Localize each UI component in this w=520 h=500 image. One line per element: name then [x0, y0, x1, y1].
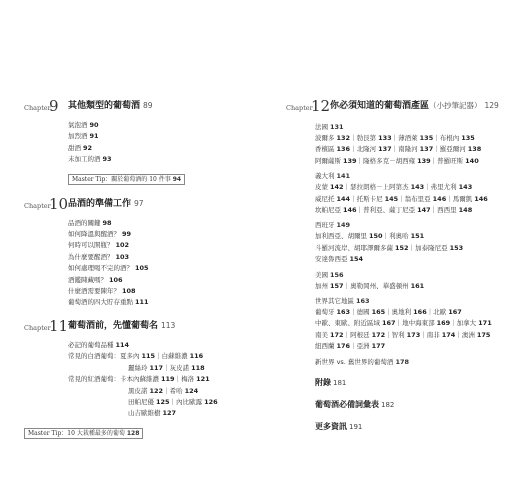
separator: ｜	[350, 194, 357, 203]
appendix-entry	[315, 420, 512, 434]
toc-item: 甜酒 92	[68, 143, 93, 152]
page-number: 163	[356, 297, 370, 306]
page-number: 166	[413, 308, 427, 317]
wine-region: 北隆河	[356, 145, 377, 154]
wine-region: 托斯卡尼	[356, 194, 383, 203]
page-number: 153	[449, 243, 464, 252]
page-number: 129	[484, 101, 499, 110]
wine-region: 加泰隆尼亞	[415, 243, 448, 252]
page-number: 143	[410, 183, 425, 192]
chapter-heading	[24, 196, 252, 216]
toc-item: 什麼酒需要陳年？ 108	[68, 287, 136, 296]
wine-region: 紐西蘭	[315, 342, 335, 351]
separator: ｜	[408, 243, 416, 252]
separator: ｜	[433, 134, 440, 142]
region-line	[315, 281, 512, 292]
page-number: 139	[417, 156, 431, 165]
wine-region: 安達魯西亞	[315, 255, 348, 264]
wine-region: 地中海東部	[402, 319, 435, 328]
page-number: 167	[382, 319, 396, 328]
page-number: 135	[419, 134, 434, 142]
wine-region: 薄酒萊	[398, 134, 418, 142]
page-number: 146	[474, 194, 488, 203]
toc-item: 山吉歐維樹 127	[128, 409, 177, 418]
chapter-label: Chapter	[24, 201, 51, 210]
page-number: 137	[419, 145, 434, 154]
chapter-number: 9	[49, 97, 59, 115]
separator: ｜	[382, 232, 390, 241]
toc-item: 常見的紅酒葡萄：卡本內蘇維濃 119｜梅洛 121	[68, 375, 210, 384]
page-number: 173	[406, 330, 421, 339]
wine-region: 南非	[426, 330, 440, 339]
wine-region: 弗里尤利	[430, 183, 457, 192]
page-number: 163	[336, 308, 351, 317]
chapter-number: 11	[49, 316, 69, 335]
separator: ｜	[446, 194, 453, 203]
separator: ｜	[395, 319, 403, 328]
region-heading	[315, 122, 512, 133]
wine-region: 智利	[391, 330, 405, 339]
region-name: 法國	[315, 123, 328, 131]
page-number: 147	[417, 206, 431, 215]
separator: ｜	[455, 330, 462, 339]
wine-region: 南隆河	[398, 145, 418, 154]
page-number: 176	[336, 342, 351, 351]
wine-region: 威尼托	[315, 194, 335, 203]
chapter-heading	[24, 318, 252, 338]
toc-item: 何時可以開瓶？ 102	[68, 241, 130, 250]
chapter-label: Chapter	[24, 323, 51, 332]
page-number: 177	[371, 342, 386, 351]
separator: ｜	[433, 145, 440, 154]
chapter-heading	[286, 98, 512, 118]
page-number: 145	[384, 194, 399, 203]
chapter-items	[24, 120, 252, 187]
separator: ｜	[385, 308, 392, 317]
separator: ｜	[350, 145, 357, 154]
page-number: 144	[336, 194, 351, 203]
wine-region: 阿根廷	[350, 330, 370, 339]
toc-item: 氣泡酒 90	[68, 121, 99, 129]
separator: ｜	[356, 156, 364, 165]
toc-item: 如何降溫與醒酒？ 99	[68, 230, 132, 239]
wine-region: 亞洲	[356, 342, 370, 351]
wine-region: 布根內	[439, 134, 460, 142]
wine-region: 奧勒岡州、華盛頓州	[350, 281, 409, 290]
separator: ｜	[343, 183, 351, 192]
separator: ｜	[343, 330, 351, 339]
toc-item: 酒鑑陳藏嗎？ 106	[68, 275, 123, 284]
region-heading	[315, 171, 512, 182]
toc-item: 葡萄酒的四大貯存重點 111	[68, 298, 149, 307]
region-name: 世界其它地區	[315, 297, 354, 306]
separator: ｜	[420, 330, 427, 339]
master-tip-box: Master Tip：10 大栽種最多的葡萄 128	[24, 428, 143, 439]
region-name: 新世界 vs. 舊世界的葡萄酒	[315, 357, 394, 366]
region-heading	[315, 220, 512, 231]
appendix-list	[286, 376, 512, 434]
red-grape-label: 常見的紅酒葡萄：	[68, 375, 120, 384]
chapter-heading	[24, 98, 252, 118]
wine-region: 北歐	[433, 308, 447, 317]
separator: ｜	[426, 308, 434, 317]
wine-region: 德國	[356, 308, 370, 317]
wine-region: 西西里	[437, 206, 457, 215]
region-line	[315, 318, 512, 329]
page-number: 172	[330, 330, 344, 339]
region-name: 西班牙	[315, 221, 335, 230]
region-line	[315, 330, 512, 341]
region-line	[315, 205, 512, 216]
page-number: 143	[458, 183, 473, 192]
wine-region: 瑟拉朗格－上阿第杰	[350, 183, 409, 192]
page-number: 191	[349, 422, 363, 431]
region-heading	[315, 270, 512, 281]
chapter-title: 其他類型的葡萄酒 89	[68, 101, 153, 111]
page-number: 161	[410, 281, 425, 290]
master-tip-box: Master Tip：關於葡萄酒的 10 件事 94	[68, 174, 185, 185]
page-number: 97	[134, 198, 144, 208]
separator: ｜	[356, 206, 364, 215]
region-line	[315, 341, 512, 352]
chapter-items	[24, 218, 252, 309]
page-number: 182	[381, 400, 395, 409]
page-number: 151	[410, 232, 425, 241]
toc-item: 田帕尼優 125｜內比歐露 126	[128, 397, 218, 406]
separator: ｜	[343, 281, 351, 290]
chapter-number: 12	[311, 97, 331, 115]
appendix-entry	[315, 398, 512, 412]
page-number: 154	[349, 255, 364, 264]
white-grape-label: 常見的白酒葡萄：	[68, 352, 120, 361]
region-line	[315, 156, 512, 167]
page-number: 137	[378, 145, 392, 154]
page-number: 142	[330, 183, 344, 192]
wine-region: 勃艮第	[356, 134, 377, 142]
wine-region: 翁布里亞	[404, 194, 431, 203]
page-number: 135	[461, 134, 475, 142]
wine-region: 奧地利	[391, 308, 412, 317]
page-number: 141	[336, 172, 351, 181]
page-number: 132	[336, 134, 351, 142]
separator: ｜	[350, 134, 357, 142]
region-line	[315, 144, 512, 155]
toc-left-column	[24, 98, 252, 441]
wine-region: 坎帕尼亞	[315, 206, 341, 215]
region-line	[315, 182, 512, 193]
region-name: 美國	[315, 270, 328, 279]
wine-region: 馬爾凱	[452, 194, 473, 203]
wine-region: 斗羅河流岸、胡耶澤爾多薩	[315, 243, 393, 252]
page-number: 138	[467, 145, 482, 154]
page-number: 113	[161, 320, 176, 330]
page-number: 150	[369, 232, 383, 241]
page-number: 156	[330, 270, 344, 279]
page-number: 172	[371, 330, 386, 339]
page-number: 171	[478, 319, 492, 328]
page-number: 146	[432, 194, 447, 203]
appendix-title: 葡萄酒必備詞彙表	[315, 399, 379, 409]
wine-region: 利奧哈	[389, 232, 409, 241]
chapter-label: Chapter	[24, 104, 51, 112]
toc-item: 為什麼要醒酒？ 103	[68, 252, 130, 261]
toc-item: 加烈酒 91	[68, 132, 99, 141]
toc-item: 必記的葡萄品種 114	[68, 340, 130, 349]
wine-region: 阿爾薩斯	[315, 156, 341, 165]
toc-item: 未加工的酒 93	[68, 155, 112, 164]
page-number: 140	[465, 156, 479, 165]
wine-region: 隆格多克－胡西雍	[363, 156, 416, 165]
wine-region: 加拿大	[456, 319, 477, 328]
region-line	[315, 194, 512, 205]
separator: ｜	[424, 183, 431, 192]
separator: ｜	[450, 319, 457, 328]
appendix-title: 更多資訊	[315, 421, 347, 431]
page-number: 89	[143, 101, 153, 110]
appendix-title: 附錄	[315, 377, 331, 387]
page-number: 136	[336, 145, 351, 154]
wine-region: 葡萄牙	[315, 308, 335, 317]
toc-item: 黑皮諾 122｜希哈 124	[128, 386, 199, 395]
separator: ｜	[350, 342, 357, 351]
separator: ｜	[391, 145, 399, 154]
page-number: 139	[343, 156, 357, 165]
region-list	[286, 122, 512, 368]
wine-region: 加州	[315, 281, 328, 290]
page-number: 167	[448, 308, 462, 317]
chapter-items	[24, 340, 252, 420]
wine-region: 澳洲	[461, 330, 475, 339]
toc-item: 品酒的關鍵 98	[68, 218, 112, 227]
page-number: 174	[441, 330, 456, 339]
wine-region: 皮蒙	[315, 183, 328, 192]
separator: ｜	[430, 206, 438, 215]
toc-item: 如何處理喝不完的酒？ 105	[68, 264, 149, 273]
region-line	[315, 231, 512, 242]
wine-region: 加利西亞、胡爾里	[315, 232, 367, 241]
wine-region: 中歐、東歐、附近區域	[315, 319, 380, 328]
separator: ｜	[398, 194, 405, 203]
chapter-title: 你必須知道的葡萄酒產區（小抄筆記器） 129	[330, 101, 499, 111]
chapter-number: 10	[49, 194, 69, 213]
separator: ｜	[350, 308, 357, 317]
toc-item: 常見的白酒葡萄：夏多內 115｜白蘇維濃 116	[68, 352, 204, 361]
toc-right-column	[286, 98, 512, 434]
chapter-label: Chapter	[286, 104, 313, 112]
chapter-items	[24, 420, 252, 441]
page-number: 131	[330, 123, 344, 131]
region-line	[315, 133, 512, 144]
chapter-title: 葡萄酒前，先懂葡萄名 113	[68, 320, 176, 331]
page-number: 169	[436, 319, 451, 328]
page-number: 133	[378, 134, 392, 142]
toc-item: 麗絲玲 117｜灰皮諾 118	[128, 363, 205, 372]
page-number: 165	[371, 308, 386, 317]
page-number: 146	[343, 206, 357, 215]
wine-region: 香檳區	[315, 145, 335, 154]
region-line	[315, 254, 512, 265]
appendix-entry	[315, 376, 512, 390]
page-number: 148	[458, 206, 473, 215]
separator: ｜	[430, 156, 438, 165]
page-number: 178	[395, 357, 410, 366]
chapter-title: 品酒的準備工作 97	[68, 198, 144, 209]
region-name: 義大利	[315, 172, 335, 181]
separator: ｜	[385, 330, 392, 339]
page-number: 149	[336, 221, 351, 230]
separator: ｜	[391, 134, 399, 142]
page-number: 175	[476, 330, 491, 339]
wine-region: 普利亞、薩丁尼亞	[363, 206, 416, 215]
region-heading	[315, 357, 512, 368]
region-line	[315, 243, 512, 254]
wine-region: 南美	[315, 330, 328, 339]
page-number: 157	[330, 281, 344, 290]
page-number: 181	[333, 378, 347, 387]
wine-region: 普羅旺斯	[437, 156, 464, 165]
page-number: 152	[395, 243, 409, 252]
region-heading	[315, 296, 512, 307]
region-line	[315, 307, 512, 318]
wine-region: 波爾多	[315, 134, 335, 142]
wine-region: 羅亞爾河	[439, 145, 466, 154]
